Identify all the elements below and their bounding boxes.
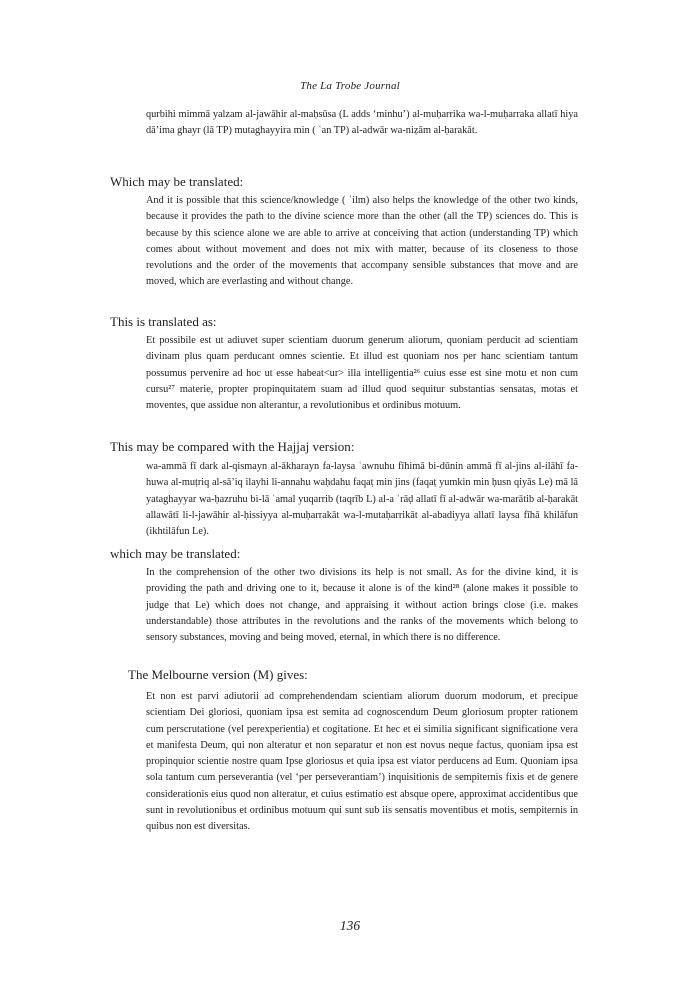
lead-in-line: This is translated as: [110,314,217,329]
lead-in-line: which may be translated: [110,546,241,561]
lead-in-line: Which may be translated: [110,174,244,189]
quote-text: Et non est parvi adiutorii ad comprehendendam scientiam aliorum duorum modorum, et precipue scientiam Dei gloriosi, quoniam ipsa est semita ad cognoscendum Deum gloriosum propter rationem cum perscrutatione (vel perexperientia) et cogitatione. Et hec et ei similia significant significatione vera et manifesta Deum, qui non alteratur et non separatur et non est novus neque factus, quoniam ipsa est propinquior scientie nostre quam Ipse gloriosus et quia ipsa est viator perducens ad Eum. Quoniam ipsa sola tantum cum perseverantia (vel ‘per perseverantiam’) inquisitionis de sempiternis fixis et de genere considerationis eius quod non alteratur, et cuius estimatio est absque opere, approximat accidentibus que sunt in revolutionibus et ordinibus motuum qui sunt sub iis sensatis moventibus et motis, sempiternis in quibus non est diversitas. [146,691,578,833]
english-translation-quote [146,193,578,291]
quote-text: And it is possible that this science/knowledge ( ʿilm) also helps the knowledge of the other two kinds, because it provides the path to the divine science more than the other (all the TP) sciences do. This is because by this science alone we are able to arrive at conceiving that action (understanding TP) which comes about without movement and does not mix with matter, because of its closeness to those revolutions and the order of the movements that accompany sensible substances that move and are moved, which are everlasting and without change. [146,195,578,288]
melbourne-version-quote [146,689,578,836]
arabic-transliteration-quote [146,107,578,140]
page-number: 136 [339,918,361,933]
quote-text: In the comprehension of the other two divisions its help is not small. As for the divine kind, it is providing the path and driving one to it, because it alone is of the kind²⁸ (alone makes it possible to judge that Le) which does not change, and appraising it without action brings close (i.e. makes understandable) those attributes in the revolutions and the ranks of the movements which belong to sensory substances, moving and being moved, eternal, in which there is no difference. [146,567,578,644]
hajjaj-version-quote [146,459,578,540]
quote-text: Et possibile est ut adiuvet super scientiam duorum generum aliorum, quoniam perducit ad scientiam divinam plus quam perducant omnes scientie. Et illud est quoniam nos per hanc scientiam tantum possumus pervenire ad hoc ut esse habeat<ur> illa intelligentia²⁶ cuius esse est sine motu et non cum cursu²⁷ materie, propter propinquitatem suam ad illud quod sequitur substantias sensatas, motas et moventes, que assidue non alterantur, a revolutionibus et ordinibus motuum. [146,335,578,412]
running-head: The La Trobe Journal [300,80,400,92]
latin-translation-quote [146,333,578,414]
quote-text: qurbihi mimmā yalzam al-jawāhir al-maḥsūsa (L adds ‘minhu’) al-muḥarrika wa-l-muḥarraka allatī hiya dā’ima ghayr (lā TP) mutaghayyira min ( ʿan TP) al-adwār wa-niẓām al-ḥarakāt. [146,109,578,137]
english-translation-quote [146,565,578,646]
quote-text: wa-ammā fī dark al-qismayn al-ākharayn fa-laysa ʿawnuhu fīhimā bi-dūnin ammā fī al-jins al-ilāhī fa-huwa al-muṭriq al-sā’iq ilayhi li-annahu waḥdahu faqaṭ min jins (faqaṭ yumkin min ḥusn qiyās Le) mā lā yataghayyar wa-ḥazruhu bi-lā ʿamal yuqarrib (taqrīb L) al-a ʿrāḍ allatī fī al-adwār wa-marātib al-ḥarakāt allawātī li-l-jawāhir al-ḥissiyya al-muḥarrakāt wa-l-mutaḥarrikāt al-abadiyya allatī laysa fīhā khilāfun (ikhtilāfun Le). [146,461,578,538]
lead-in-line: This may be compared with the Hajjaj version: [110,439,355,454]
lead-in-line: The Melbourne version (M) gives: [128,667,308,682]
